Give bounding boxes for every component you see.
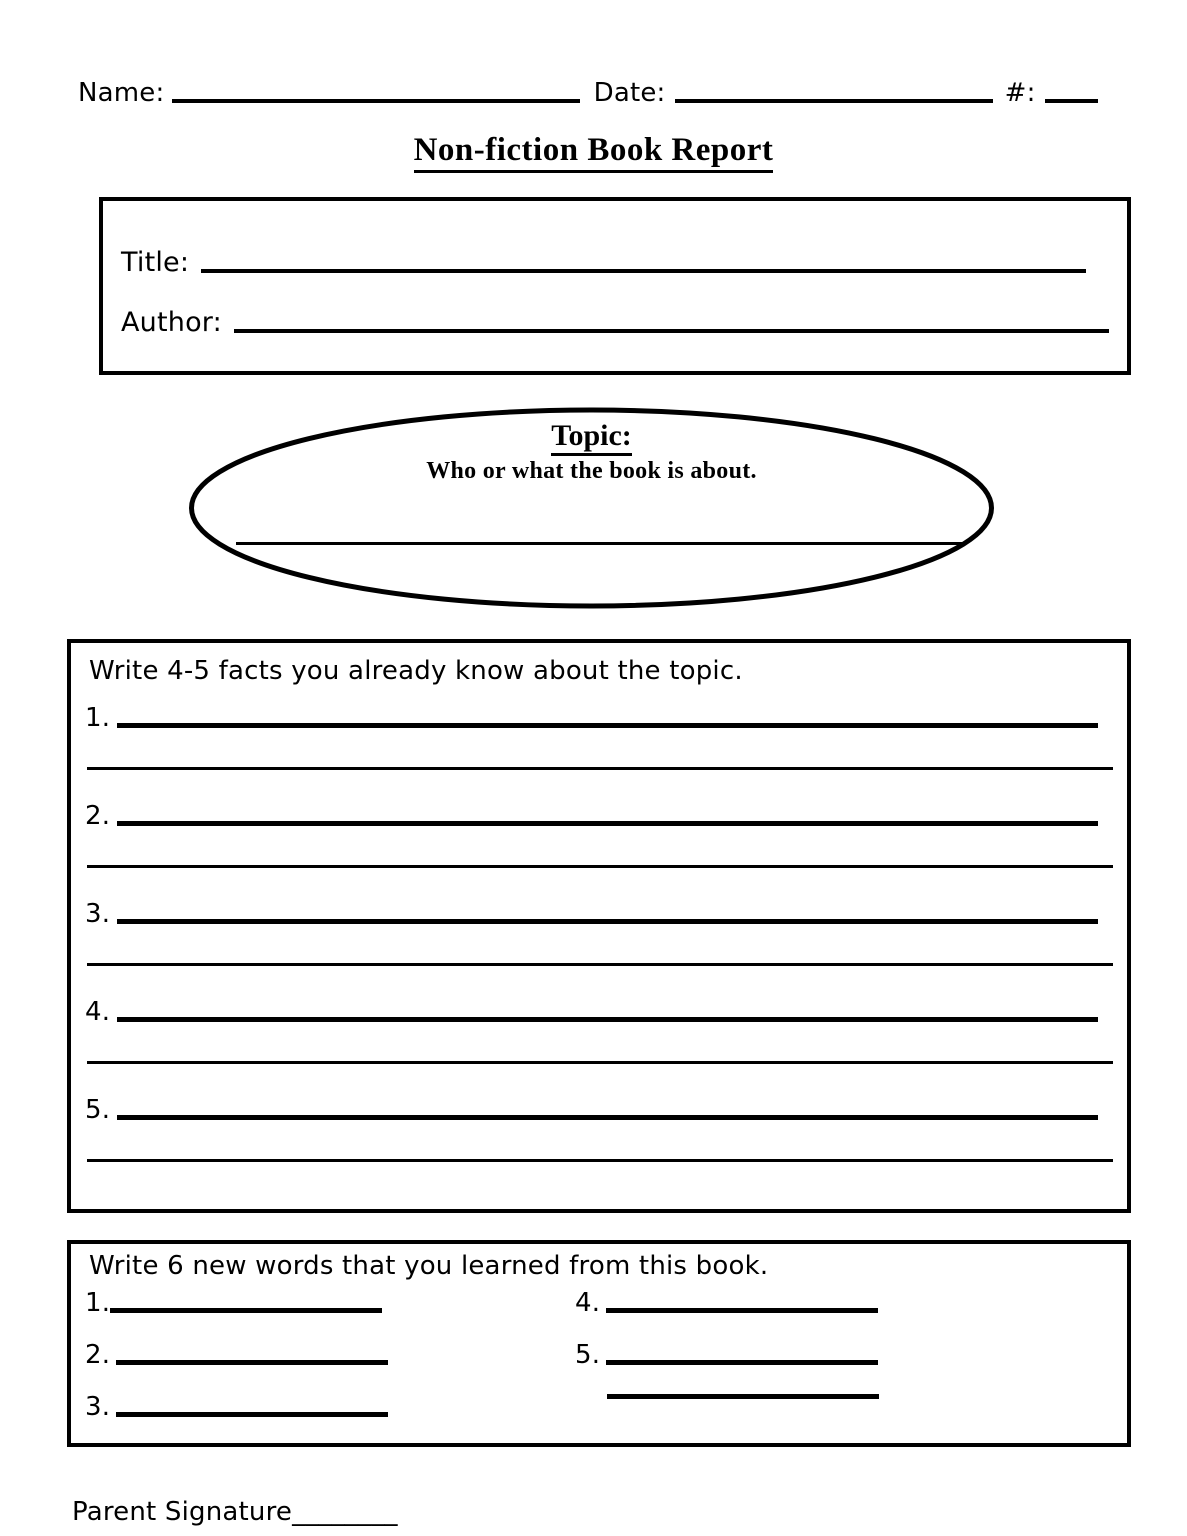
book-author-label: Author:: [121, 307, 222, 338]
vocabulary-item: [575, 1342, 878, 1370]
vocabulary-blank-line[interactable]: [606, 1360, 878, 1365]
fact-blank-line[interactable]: [117, 1115, 1098, 1120]
new-words-box: [67, 1240, 1131, 1447]
book-title-field: [121, 249, 1086, 278]
fact-main-row: [85, 1097, 1098, 1125]
vocabulary-number: 3.: [85, 1392, 111, 1422]
fact-main-row: [85, 999, 1098, 1027]
fact-number: 4.: [85, 997, 111, 1027]
prior-knowledge-facts-box: [67, 639, 1131, 1213]
vocabulary-item: [575, 1394, 879, 1404]
fact-main-row: [85, 901, 1098, 929]
name-blank-line[interactable]: [172, 99, 579, 103]
vocabulary-item: [85, 1394, 388, 1422]
vocabulary-blank-line[interactable]: [116, 1360, 388, 1365]
fact-main-row: [85, 803, 1098, 831]
student-number-label: #:: [1004, 78, 1036, 108]
fact-number: 3.: [85, 899, 111, 929]
vocabulary-blank-line[interactable]: [110, 1308, 382, 1313]
vocabulary-number: 5.: [575, 1340, 601, 1370]
topic-heading-text: Topic:: [551, 419, 632, 456]
page-title: [0, 132, 1187, 169]
book-title-blank-line[interactable]: [201, 269, 1086, 273]
vocabulary-item: [85, 1290, 382, 1318]
fact-item: [85, 803, 1115, 889]
vocabulary-blank-line[interactable]: [606, 1308, 878, 1313]
topic-heading: [188, 420, 995, 452]
fact-blank-line[interactable]: [117, 821, 1098, 826]
vocabulary-prompt: Write 6 new words that you learned from this book.: [89, 1251, 769, 1281]
book-info-box: [99, 197, 1131, 375]
fact-blank-line[interactable]: [117, 919, 1098, 924]
student-header-row: [78, 64, 1098, 108]
fact-number: 5.: [85, 1095, 111, 1125]
fact-blank-line[interactable]: [117, 723, 1098, 728]
vocabulary-blank-line[interactable]: [607, 1394, 879, 1399]
topic-blank-line[interactable]: [236, 542, 966, 545]
fact-continuation-line[interactable]: [87, 865, 1113, 868]
book-author-blank-line[interactable]: [234, 329, 1109, 333]
fact-main-row: [85, 705, 1098, 733]
topic-oval-content: [188, 406, 995, 610]
fact-continuation-line[interactable]: [87, 1061, 1113, 1064]
facts-prompt: Write 4-5 facts you already know about the topic.: [89, 656, 743, 686]
name-label: Name:: [78, 78, 165, 108]
fact-item: [85, 999, 1115, 1085]
vocabulary-number: 4.: [575, 1288, 601, 1318]
student-number-blank-line[interactable]: [1045, 99, 1098, 103]
date-label: Date:: [593, 78, 666, 108]
fact-item: [85, 1097, 1115, 1183]
vocabulary-number: 1.: [85, 1288, 111, 1318]
book-title-label: Title:: [121, 247, 190, 278]
fact-item: [85, 901, 1115, 987]
fact-continuation-line[interactable]: [87, 963, 1113, 966]
fact-item: [85, 705, 1115, 791]
vocabulary-item: [575, 1290, 878, 1318]
topic-subtitle: Who or what the book is about.: [426, 458, 757, 484]
fact-number: 1.: [85, 703, 111, 733]
fact-blank-line[interactable]: [117, 1017, 1098, 1022]
date-blank-line[interactable]: [675, 99, 993, 103]
vocabulary-blank-line[interactable]: [116, 1412, 388, 1417]
fact-continuation-line[interactable]: [87, 767, 1113, 770]
page-title-text: Non-fiction Book Report: [414, 132, 774, 173]
fact-number: 2.: [85, 801, 111, 831]
vocabulary-item: [85, 1342, 388, 1370]
vocabulary-number: 2.: [85, 1340, 111, 1370]
topic-oval: [188, 406, 995, 610]
book-author-field: [121, 309, 1109, 338]
parent-signature-field[interactable]: Parent Signature________: [72, 1497, 398, 1527]
fact-continuation-line[interactable]: [87, 1159, 1113, 1162]
